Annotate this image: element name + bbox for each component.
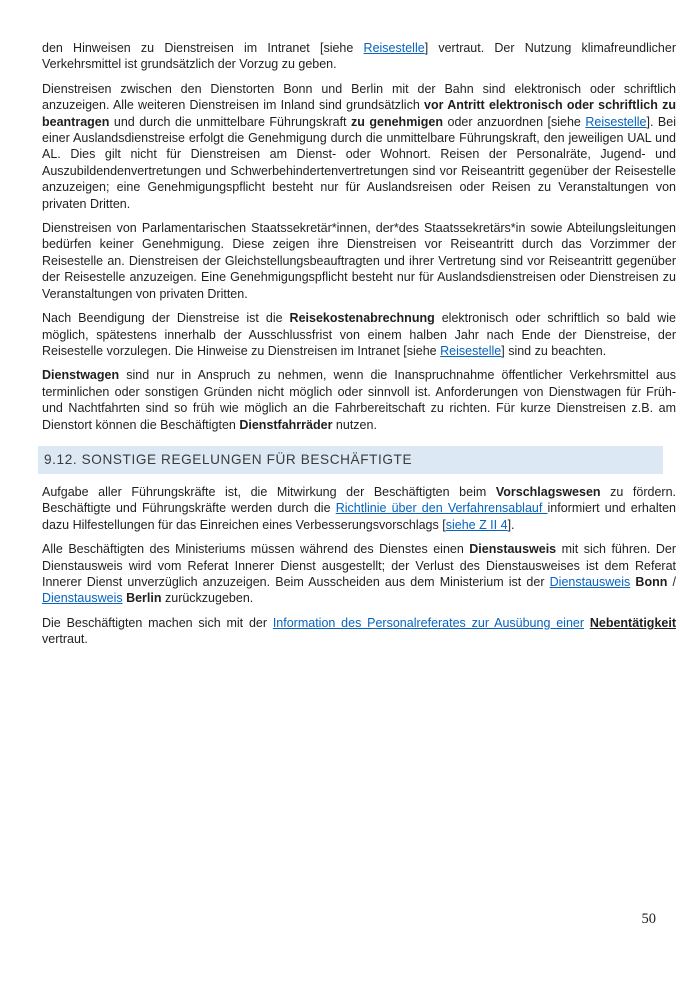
text-run: den Hinweisen zu Dienstreisen im Intranet [siehe [42, 41, 364, 55]
hyperlink[interactable]: siehe Z II 4 [445, 517, 508, 532]
text-run: Aufgabe aller Führungskräfte ist, die Mitwirkung der Beschäftigten beim [42, 484, 496, 499]
bold-text: vor Antritt elektronisch oder schriftlich zu beantragen [42, 98, 676, 129]
text-run: Dienstreisen zwischen den Dienstorten Bonn und Berlin mit der Bahn sind elektronisch oder schriftlich anzuzeigen. Alle weiteren Dienstreisen im Inland sind grundsätzlich [42, 81, 676, 113]
bold-text: Bonn [635, 574, 668, 589]
bold-text: Dienstwagen [42, 368, 120, 383]
paragraph [42, 40, 676, 73]
text-run: zu fördern. Beschäftigte und Führungskräfte werden durch die [42, 484, 677, 516]
text-run: ] vertraut. Der Nutzung klimafreundlicher Verkehrsmittel ist grundsätzlich der Vorzug zu geben. [42, 41, 676, 72]
bold-text: Vorschlagswesen [495, 484, 601, 499]
paragraph [42, 484, 676, 533]
paragraph [42, 541, 676, 607]
hyperlink[interactable]: Dienstausweis [549, 574, 631, 589]
paragraph [42, 81, 676, 212]
paragraph [42, 367, 676, 433]
text-run: Alle Beschäftigten des Ministeriums müssen während des Dienstes einen [42, 542, 470, 557]
text-run: / [667, 574, 676, 589]
section-heading: 9.12. SONSTIGE REGELUNGEN FÜR BESCHÄFTIGTE [38, 446, 663, 474]
bold-text: Dienstfahrräder [239, 417, 333, 432]
bold-text: Dienstausweis [469, 542, 557, 557]
text-run: sind nur in Anspruch zu nehmen, wenn die Inanspruchnahme öffentlicher Verkehrsmittel aus terminlichen oder sonstigen Gründen nicht möglich oder sinnvoll ist. Anforderungen von Dienstwagen für Früh- und Nachtfahrten sind so früh wie möglich an die Fahrbereitschaft zu richten. Für kurze Dienstreisen z.B. am Dienstort können die Beschäftigten [42, 368, 676, 432]
hyperlink-bold-dark[interactable]: Nebentätigkeit [589, 615, 676, 630]
text-run: zurückzugeben. [161, 591, 254, 606]
bold-text: Berlin [126, 591, 162, 606]
hyperlink[interactable]: Richtlinie über den Verfahrensablauf [335, 501, 548, 516]
text-run: Nach Beendigung der Dienstreise ist die [42, 311, 290, 326]
text-run: Dienstreisen von Parlamentarischen Staatssekretär*innen, der*des Staatssekretärs*in sowie Abteilungsleitungen bedürfen keiner Genehmigung. Diese zeigen ihre Dienstreisen vor Reiseantritt durch das Vorzimmer der Reisestelle an. Dienstreisen der Gleichstellungsbeauftragten und ihrer Vertretung sind vor Reiseantritt gegenüber der Reisestelle anzuzeigen. Eine Genehmigungspflicht besteht nur für Auslandsdienstreisen oder Dienstreisen zu Veranstaltungen von privaten Dritten. [42, 221, 676, 301]
text-run: elektronisch oder schriftlich so bald wie möglich, spätestens innerhalb der Ausschlussfrist von einem halben Jahr nach Ende der Dienstreise, der Reisestelle vorzulegen. Die Hinweise zu Dienstreisen im Intranet [siehe [42, 311, 676, 358]
text-run: ] sind zu beachten. [501, 343, 607, 358]
paragraph [42, 310, 676, 359]
hyperlink[interactable]: Dienstausweis [42, 591, 123, 606]
page-number: 50 [641, 911, 656, 927]
text-run: informiert und erhalten dazu Hilfestellungen für das Einreichen eines Verbesserungsvorschlags [ [42, 501, 676, 532]
text-run: nutzen. [332, 417, 377, 432]
bold-text: zu genehmigen [351, 114, 444, 129]
text-run: oder anzuordnen [siehe [443, 114, 586, 129]
paragraph [42, 220, 676, 302]
document-body [42, 40, 676, 656]
hyperlink[interactable]: Information des Personalreferates zur Ausübung einer [272, 615, 585, 630]
paragraph [42, 615, 676, 648]
text-run: ]. [507, 517, 515, 532]
text-run: mit sich führen. Der Dienstausweis wird vom Referat Innerer Dienst ausgestellt; der Verlust des Dienstausweises ist dem Referat Innerer Dienst unverzüglich anzuzeigen. Beim Ausscheiden aus dem Ministerium ist der [42, 542, 676, 589]
text-run: Die Beschäftigten machen sich mit der [42, 615, 273, 630]
text-run: vertraut. [42, 632, 88, 647]
hyperlink[interactable]: Reisestelle [440, 343, 502, 358]
bold-text: Reisekostenabrechnung [289, 311, 435, 326]
text-run: ]. Bei einer Auslandsdienstreise erfolgt die Genehmigung durch die unmittelbare Führungskraft, den jeweiligen UAL und AL. Dies gilt nicht für Dienstreisen am Dienst- oder Wohnort. Reisen der Personalräte, Jugend- und Auszubildendenvertretungen und Schwerbehindertenvertretungen sind vor Reiseantritt gegenüber der Reisestelle anzuzeigen; eine Genehmigungspflicht besteht nur für Auslandsreisen oder Reisen zu Veranstaltungen von privaten Dritten. [42, 114, 676, 211]
hyperlink[interactable]: Reisestelle [363, 41, 425, 55]
text-run: und durch die unmittelbare Führungskraft [109, 114, 352, 129]
hyperlink[interactable]: Reisestelle [585, 114, 647, 129]
